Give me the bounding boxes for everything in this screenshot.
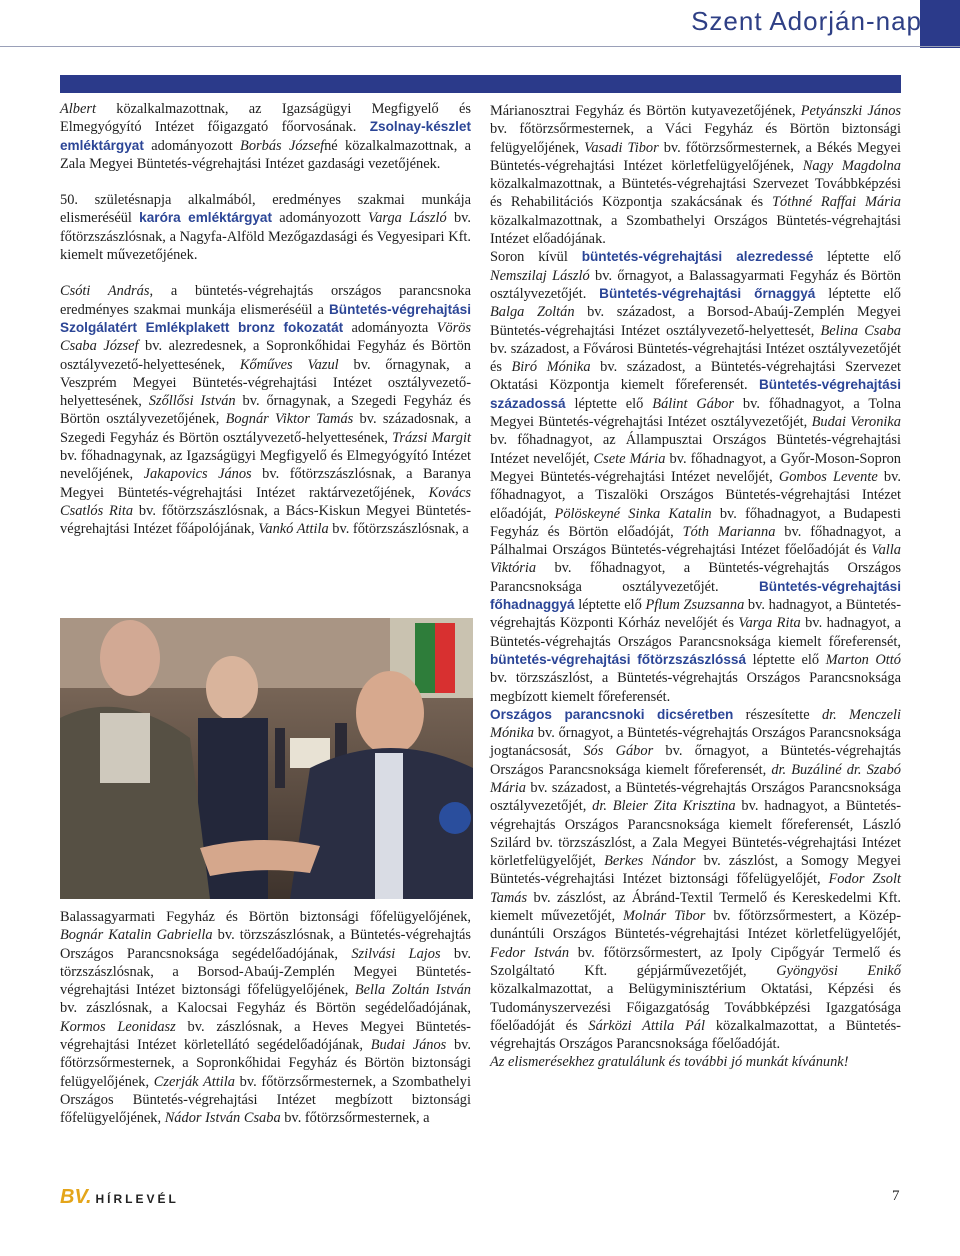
person-name: Czerják Attila bbox=[153, 1073, 235, 1090]
text-run: bv. őrnagyot, a Balassagyarmati Fegyház és Börtön osztályvezetőjét. bbox=[490, 267, 901, 302]
text-run: bv. főhadnagyot, a Büntetés-végrehajtás Országos Parancsnoksága osztályvezetőjét. bbox=[490, 560, 901, 595]
person-name: Kőműves Vazul bbox=[239, 356, 339, 373]
person-name: Berkes Nándor bbox=[604, 853, 696, 870]
text-run: Soron kívül bbox=[490, 249, 582, 266]
person-name: Tóth Marianna bbox=[682, 523, 776, 540]
text-run: bv. zászlóst, az Ábránd-Textil Termelő és Kereskedelmi Kft. kiemelt művezetőjét, bbox=[490, 889, 901, 925]
text-run: adományozott bbox=[272, 210, 369, 227]
text-run: bv. századost, a Büntetés-végrehajtás Országos Parancsnoksága osztályvezetőjét, bbox=[490, 779, 901, 815]
text-run: adományozott bbox=[143, 137, 241, 154]
person-name: dr. Buzáliné dr. Szabó Mária bbox=[490, 761, 901, 796]
person-name: Balga Zoltán bbox=[490, 304, 575, 321]
person-name: Varga Rita bbox=[738, 615, 801, 632]
person-name: Bella Zoltán István bbox=[354, 982, 471, 999]
paragraph bbox=[60, 908, 471, 1128]
person-name: Belina Csaba bbox=[820, 322, 901, 339]
text-run: bv. főhadnagyot, a Budapesti Fegyház és Börtön előadóját, bbox=[490, 505, 901, 540]
award-ceremony-photo bbox=[60, 618, 473, 899]
text-run: bv. főhadnagyot, a Tolna Megyei Büntetés-végrehajtási Intézet osztályvezetőjét, bbox=[490, 395, 901, 431]
person-name: Trázsi Margit bbox=[392, 429, 471, 446]
award-highlight: Országos parancsnoki dicséretben bbox=[490, 706, 734, 722]
person-name: Sárközi Attila Pál bbox=[588, 1017, 705, 1034]
text-run: bv. főtörzsőrmesternek, a Váci Fegyház és Börtön biztonsági felügyelőjének, bbox=[490, 121, 901, 156]
paragraph bbox=[490, 706, 901, 1054]
award-highlight: Büntetés-végrehajtási őrnaggyá bbox=[599, 285, 816, 301]
text-run: bv. főtörzsőrmesternek, a Sopronkőhidai Fegyház és Börtön biztonsági felügyelőjének, bbox=[60, 1037, 471, 1090]
text-run: léptette elő bbox=[746, 651, 826, 668]
person-name: dr. Bleier Zita Krisztina bbox=[592, 798, 736, 815]
text-run: bv. törzszászlósnak, a Büntetés-végrehajtás Országos Parancsnoksága segédelőadójának, bbox=[60, 927, 471, 962]
text-run: bv. őrnagynak, a Veszprém Megyei Büntetés-végrehajtási Intézet osztályvezető-helyettesének, bbox=[60, 356, 471, 410]
left-column bbox=[60, 100, 471, 539]
person-name: Gombos Levente bbox=[778, 468, 878, 485]
person-name: Bálint Gábor bbox=[652, 395, 734, 412]
person-name: Petyánszki János bbox=[800, 103, 901, 119]
paragraph bbox=[60, 282, 471, 538]
text-run: bv. főhadnagyot, a Győr-Moson-Sopron Megyei Büntetés-végrehajtási Intézet nevelőjét, bbox=[490, 450, 902, 485]
person-name: dr. Menczeli Mónika bbox=[490, 706, 902, 742]
person-name: Csóti András bbox=[60, 283, 150, 300]
text-run: bv. főtörzszászlósnak, a Nagyfa-Alföld Mezőgazdasági és Vegyesipari Kft. kiemelt művezetőjének. bbox=[60, 210, 472, 264]
person-name: Csete Mária bbox=[593, 450, 666, 467]
text-run: közalkalmazottat, a Belügyminisztérium Oktatási, Képzési és Tudományszervezési Főigazgatóság Továbbképzési Igazgatósága főelőadóját és bbox=[490, 981, 901, 1034]
person-name: Pölöskeyné Sinka Katalin bbox=[554, 505, 712, 522]
person-name: Gyöngyösi Enikő bbox=[776, 962, 901, 979]
text-run: bv. főtörzszászlósnak, a bbox=[328, 521, 469, 538]
text-run: , a büntetés-végrehajtás országos parancsnoka eredményes szakmai munkája elismeréséül a bbox=[60, 283, 472, 318]
person-name: Szőllősi István bbox=[148, 393, 236, 410]
paragraph bbox=[60, 191, 471, 264]
text-run: bv. zászlósnak, a Heves Megyei Büntetés-végrehajtási Intézet körletellátó segédelőadójának, bbox=[60, 1018, 471, 1054]
text-run: bv. főtörzsőrmesternek, a bbox=[280, 1110, 430, 1127]
left-column-continued bbox=[60, 908, 471, 1128]
person-name: Vörös Csaba József bbox=[60, 319, 471, 355]
right-column bbox=[490, 102, 901, 1072]
person-name: Borbás József bbox=[240, 137, 325, 154]
text-run: bv. főtörzsőrmestert, az Ipoly Cipőgyár Termelő és Szolgáltató Kft. gépjárművezetőjét, bbox=[490, 944, 901, 979]
text-run: részesítette bbox=[733, 706, 822, 723]
paragraph bbox=[490, 102, 901, 248]
person-name: Varga László bbox=[368, 210, 447, 227]
header-rule bbox=[0, 46, 960, 47]
person-name: Valla Viktória bbox=[490, 542, 901, 577]
award-highlight: karóra emléktárgyat bbox=[139, 210, 273, 226]
person-name: Vasadi Tibor bbox=[584, 139, 659, 156]
logo-text: HÍRLEVÉL bbox=[95, 1192, 179, 1206]
text-run: közalkalmazottat, a Büntetés-végrehajtás Országos Parancsnoksága főelőadóját. bbox=[490, 1017, 901, 1053]
text-run: közalkalmazottnak, az Igazságügyi Megfigyelő és Elmegyógyító Intézet főigazgató főorvosának. bbox=[60, 101, 471, 136]
handshake-photo-illustration bbox=[60, 618, 473, 899]
person-name: Kormos Leonidasz bbox=[60, 1018, 176, 1035]
person-name: Tóthné Raffai Mária bbox=[772, 194, 902, 211]
text-run: bv. őrnagyot, a Büntetés-végrehajtás Országos Parancsnoksága jogtanácsosát, bbox=[490, 725, 901, 760]
person-name: Albert bbox=[60, 101, 96, 117]
person-name: Marton Ottó bbox=[825, 651, 901, 668]
text-run: bv. főtörzsőrmesternek, a Szombathelyi Országos Büntetés-végrehajtási Intézet megbízott biztonsági főfelügyelőjének, bbox=[60, 1073, 471, 1127]
person-name: Nádor István Csaba bbox=[164, 1110, 281, 1127]
text-run: bv. alezredesnek, a Sopronkőhidai Fegyház és Börtön osztályvezető-helyettesének, bbox=[60, 338, 471, 373]
text-run: bv. hadnagyot, a Büntetés-végrehajtás Országos Parancsnoksága kiemelt főreferensét, bbox=[490, 615, 901, 650]
text-run: Márianosztrai Fegyház és Börtön kutyavezetőjének, bbox=[490, 103, 801, 119]
text-run: adományozta bbox=[343, 319, 437, 336]
text-run: közalkalmazottnak, a Szombathelyi Országos Büntetés-végrehajtási Intézet előadójának. bbox=[490, 212, 901, 248]
person-name: Pflum Zsuzsanna bbox=[645, 597, 745, 614]
award-highlight: Büntetés-végrehajtási főhadnaggyá bbox=[490, 578, 901, 613]
person-name: Nagy Magdolna bbox=[802, 157, 901, 174]
text-run: bv. főtörzsőrmestert, a Közép-dunántúli Országos Büntetés-végrehajtási Intézet körletfelügyelőjét, bbox=[490, 908, 902, 943]
text-run: bv. hadnagyot, a Büntetés-végrehajtás Központi Kórház nevelőjét és bbox=[490, 597, 901, 632]
newsletter-logo bbox=[60, 1186, 179, 1209]
text-run: bv. főhadnagynak, az Igazságügyi Megfigyelő és Elmegyógyító Intézet nevelőjének, bbox=[60, 448, 471, 483]
text-run: bv. hadnagyot, a Büntetés-végrehajtás Országos Parancsnoksága kiemelt főreferensét, László Szilárd bv. törzszászlóst, a Zala Megyei Büntetés-végrehajtási Intézet körletfelügyelőjét, bbox=[490, 798, 901, 870]
person-name: Budai János bbox=[370, 1037, 447, 1054]
text-run: bv. főtörzszászlósnak, a Baranya Megyei Büntetés-végrehajtási Intézet raktárvezetőjének, bbox=[60, 466, 472, 501]
person-name: Bognár Viktor Tamás bbox=[225, 411, 354, 428]
text-run: bv. főhadnagyot, a Tiszalöki Országos Büntetés-végrehajtási Intézet előadóját, bbox=[490, 468, 901, 522]
text-run: bv. századost, a Büntetés-végrehajtási Szervezet Oktatási Központja kiemelt főreferensét. bbox=[490, 359, 901, 394]
paragraph bbox=[60, 100, 471, 173]
award-highlight: büntetés-végrehajtási alezredessé bbox=[581, 249, 814, 265]
text-run: bv. zászlósnak, a Kalocsai Fegyház és Börtön segédelőadójának, bbox=[60, 1000, 471, 1017]
closing-line: Az elismerésekhez gratulálunk és további jó munkát kívánunk! bbox=[490, 1054, 849, 1071]
text-run: bv. századost, a Borsod-Abaúj-Zemplén Megyei Büntetés-végrehajtási Intézet osztályvezető-helyettesét, bbox=[490, 304, 901, 339]
text-run: Balassagyarmati Fegyház és Börtön biztonsági főfelügyelőjének, bbox=[60, 909, 471, 925]
person-name: Nemszilaj László bbox=[490, 267, 590, 284]
text-run: bv. főhadnagyot, a Pálhalmai Országos Büntetés-végrehajtási Intézet főelőadóját és bbox=[490, 523, 902, 559]
text-run: léptette elő bbox=[815, 285, 901, 302]
text-run: bv. főtörzsőrmesternek, a Békés Megyei Büntetés-végrehajtási Intézet körletfelügyelőjének, bbox=[490, 139, 901, 174]
text-run: bv. zászlóst, a Somogy Megyei Büntetés-végrehajtási Intézet biztonsági főfelügyelőjét, bbox=[490, 853, 901, 888]
person-name: Kovács Csatlós Rita bbox=[60, 484, 471, 519]
person-name: Sós Gábor bbox=[583, 743, 654, 760]
person-name: Jakapovics János bbox=[143, 466, 252, 483]
award-highlight: büntetés-végrehajtási főtörzszászlóssá bbox=[490, 651, 747, 667]
logo-bv: BV. bbox=[60, 1186, 92, 1208]
person-name: Bognár Katalin Gabriella bbox=[60, 927, 213, 944]
header-color-band bbox=[920, 0, 960, 48]
person-name: Vankó Attila bbox=[258, 521, 329, 538]
person-name: Fodor Zsolt Tamás bbox=[490, 871, 901, 906]
text-run: léptette elő bbox=[574, 597, 646, 614]
person-name: Molnár Tibor bbox=[623, 908, 706, 925]
award-highlight: Büntetés-végrehajtási századossá bbox=[490, 377, 901, 411]
text-run: 50. születésnapja alkalmából, eredményes szakmai munkája elismeréséül bbox=[60, 192, 471, 227]
text-run: bv. törzszászlósnak, a Borsod-Abaúj-Zemplén Megyei Büntetés-végrehajtási Intézet biztonsági főfelügyelőjének, bbox=[60, 945, 471, 999]
text-run: bv. őrnagyot, a Büntetés-végrehajtás Országos Parancsnoksága kiemelt főreferensét, bbox=[490, 743, 901, 778]
text-run: közalkalmazottnak, a Büntetés-végrehajtási Szervezet Továbbképzési és Rehabilitációs Központja szakácsának és bbox=[490, 176, 901, 211]
text-run: bv. őrnagynak, a Szegedi Fegyház és Börtön osztályvezetőjének, bbox=[60, 393, 471, 428]
award-highlight: Zsolnay-készlet emléktárgyat bbox=[60, 119, 471, 153]
paragraph bbox=[490, 248, 901, 705]
text-run: bv. századosnak, a Szegedi Fegyház és Börtön osztályvezető-helyettesének, bbox=[60, 411, 471, 446]
text-run: né közalkalmazottnak, a Zala Megyei Büntetés-végrehajtási Intézet gazdasági vezetőjének. bbox=[60, 137, 471, 172]
text-run: bv. törzszászlóst, a Büntetés-végrehajtás Országos Parancsnoksága megbízott kiemelt főreferensét. bbox=[490, 670, 901, 705]
page-number: 7 bbox=[892, 1188, 900, 1204]
person-name: Fedor István bbox=[490, 944, 570, 961]
award-highlight: Büntetés-végrehajtási Szolgálatért Emlékplakett bronz fokozatát bbox=[60, 301, 471, 335]
person-name: Biró Mónika bbox=[511, 359, 591, 376]
text-run: léptette elő bbox=[813, 249, 901, 266]
section-header-bar bbox=[60, 75, 901, 93]
page-header-title: Szent Adorján-nap bbox=[691, 6, 922, 36]
person-name: Szilvási Lajos bbox=[351, 945, 441, 962]
text-run: léptette elő bbox=[565, 395, 653, 412]
text-run: bv. főhadnagyot, az Állampusztai Országos Büntetés-végrehajtási Intézet nevelőjét, bbox=[490, 432, 901, 467]
text-run: bv. főtörzszászlósnak, a Bács-Kiskun Megyei Büntetés-végrehajtási Intézet főápolójának, bbox=[60, 502, 471, 538]
person-name: Budai Veronika bbox=[811, 414, 902, 431]
text-run: bv. századost, a Fővárosi Büntetés-végrehajtási Intézet osztályvezetőjét és bbox=[490, 340, 901, 376]
